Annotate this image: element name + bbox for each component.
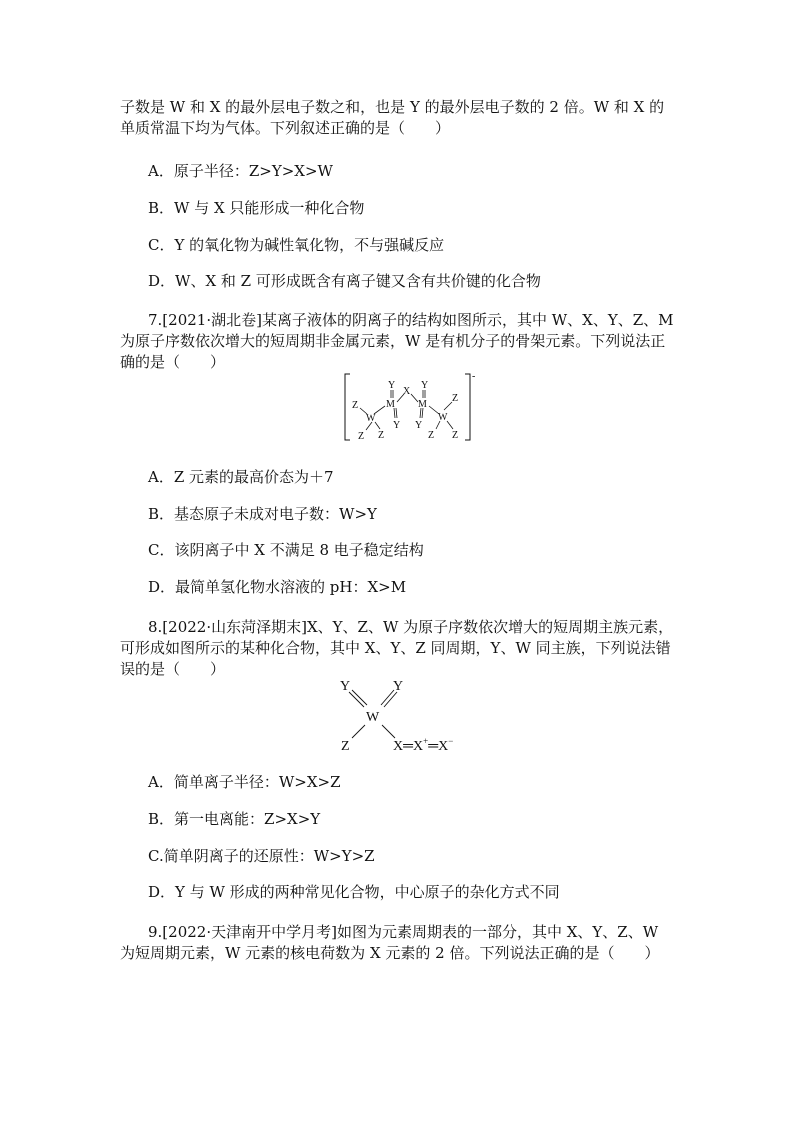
q7-atom-y3: Y (421, 380, 429, 391)
q7-left-bracket (345, 374, 350, 440)
q7-atom-m2: M (418, 399, 427, 410)
q8-charge-plus: + (423, 736, 429, 746)
q8-option-b: B．第一电离能：Z>X>Y (148, 810, 321, 828)
q7-atom-z5: Z (428, 430, 435, 441)
q7-atom-z4: Z (452, 393, 459, 404)
q8-atom-y-left: Y (340, 679, 351, 694)
q8-compound-structure (335, 672, 495, 756)
q8-charge-minus: − (448, 736, 454, 746)
q8-chain-x1 (393, 736, 453, 754)
q7-atom-x: X (403, 386, 411, 397)
q8-atom-z: Z (341, 739, 350, 754)
q8-atom-w: W (366, 710, 380, 725)
q8-chain-x-end: ═X (428, 739, 449, 754)
q7-atom-m1: M (386, 399, 395, 410)
q7-stem (120, 310, 676, 373)
q8-option-d: D．Y 与 W 形成的两种常见化合物，中心原子的杂化方式不同 (148, 883, 560, 901)
q8-stem (120, 617, 676, 680)
q9-stem (120, 922, 676, 964)
q7-atom-w1: W (366, 413, 376, 424)
q9-stem-text: 9.[2022·天津南开中学月考]如图为元素周期表的一部分，其中 X、Y、Z、W 为短周期元素，W 元素的核电荷数为 X 元素的 2 倍。下列说法正确的是（ ） (120, 923, 660, 962)
q7-charge: - (472, 371, 476, 382)
q7-atom-y1: Y (388, 380, 396, 391)
q7-atom-z3: Z (378, 430, 385, 441)
q8-atom-y-right: Y (393, 679, 404, 694)
q7-atom-z2: Z (358, 431, 365, 442)
q7-anion-structure (340, 368, 480, 446)
q7-option-a: A．Z 元素的最高价态为＋7 (148, 468, 334, 486)
q8-option-a: A．简单离子半径：W>X>Z (148, 773, 341, 791)
q7-atom-w2: W (438, 412, 448, 423)
q7-stem-text: 7.[2021·湖北卷]某离子液体的阴离子的结构如图所示，其中 W、X、Y、Z、M 为原子序数依次增大的短周期非金属元素，W 是有机分子的骨架元素。下列说法正确的是（ ） (120, 311, 674, 371)
q8-chain-x-double: X═X (393, 739, 424, 754)
q6-option-d: D．W、X 和 Z 可形成既含有离子键又含有共价键的化合物 (148, 272, 541, 290)
q6-intro-text: 子数是 W 和 X 的最外层电子数之和，也是 Y 的最外层电子数的 2 倍。W 和 X 的单质常温下均为气体。下列叙述正确的是（ ） (120, 98, 665, 137)
q7-atom-y2: Y (393, 420, 401, 431)
q7-atom-z6: Z (452, 430, 459, 441)
q6-option-c: C．Y 的氧化物为碱性氧化物，不与强碱反应 (148, 236, 445, 254)
q7-option-b: B．基态原子未成对电子数：W>Y (148, 505, 377, 523)
q7-atom-z1: Z (352, 400, 359, 411)
q7-atom-y4: Y (415, 420, 423, 431)
q6-intro (120, 97, 676, 139)
q7-option-c: C．该阴离子中 X 不满足 8 电子稳定结构 (148, 541, 424, 559)
q6-option-a: A．原子半径：Z>Y>X>W (148, 162, 333, 180)
q8-stem-text: 8.[2022·山东菏泽期末]X、Y、Z、W 为原子序数依次增大的短周期主族元素，可形成如图所示的某种化合物，其中 X、Y、Z 同周期，Y、W 同主族，下列说法错误的是（ ） (120, 618, 674, 678)
q7-option-d: D．最简单氢化物水溶液的 pH：X>M (148, 578, 407, 596)
q7-right-bracket (465, 374, 470, 440)
q8-option-c: C.简单阴离子的还原性：W>Y>Z (148, 847, 375, 865)
q6-option-b: B．W 与 X 只能形成一种化合物 (148, 199, 365, 217)
